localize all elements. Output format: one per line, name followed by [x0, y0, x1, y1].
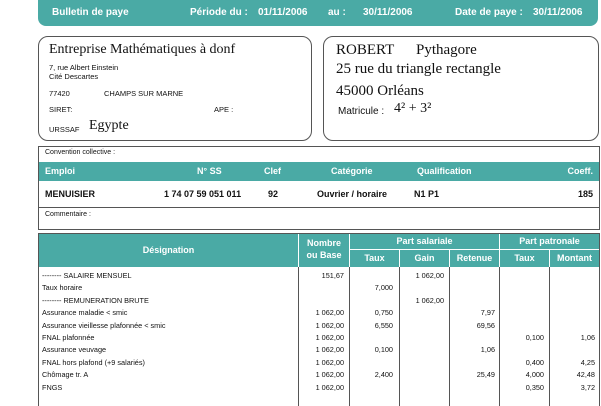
col-nss: N° SS	[197, 166, 222, 176]
col-emploi: Emploi	[45, 166, 76, 176]
cell-designation: Assurance vieillesse plafonnée < smic	[42, 320, 166, 330]
urssaf-label: URSSAF	[49, 125, 80, 134]
period-separator: au :	[328, 7, 346, 18]
cell-base: 1 062,00	[315, 308, 344, 318]
cell-retenue: 69,56	[476, 320, 495, 330]
cell-designation: Taux horaire	[42, 283, 83, 293]
table-row	[39, 331, 599, 344]
cell-montant: 3,72	[580, 382, 595, 392]
pay-date-label: Date de paye :	[455, 7, 523, 18]
cell-taux: 2,400	[374, 370, 393, 380]
payslip-header	[38, 0, 598, 26]
convention-values-row	[39, 185, 599, 203]
cell-designation: -------- REMUNERATION BRUTE	[42, 295, 149, 305]
cell-taux-patronal: 0,100	[525, 333, 544, 342]
employee-street: 25 rue du triangle rectangle	[336, 61, 501, 77]
table-row	[39, 381, 599, 394]
value-qualification: N1 P1	[414, 189, 440, 199]
matricule-value: 4² + 3²	[394, 101, 432, 116]
value-nss: 1 74 07 59 051 011	[164, 189, 242, 199]
employer-street: 7, rue Albert Einstein	[49, 63, 119, 72]
employee-box	[323, 36, 599, 141]
cell-base: 1 062,00	[315, 333, 344, 342]
cell-taux-patronal: 4,000	[525, 370, 544, 380]
convention-header-row	[39, 162, 599, 181]
period-label: Période du :	[190, 7, 248, 18]
convention-table	[38, 146, 600, 230]
cell-retenue: 1,06	[480, 345, 495, 355]
header-base	[299, 234, 349, 267]
cell-gain: 1 062,00	[415, 295, 444, 305]
cell-designation: FNGS	[42, 382, 63, 392]
table-row	[39, 343, 599, 356]
table-row	[39, 306, 599, 319]
cell-base: 1 062,00	[315, 357, 344, 367]
cell-gain: 1 062,00	[415, 271, 444, 280]
employee-first-name: Pythagore	[416, 42, 477, 58]
cell-taux-patronal: 0,400	[525, 357, 544, 367]
table-row	[39, 294, 599, 307]
employee-postcode-city: 45000 Orléans	[336, 83, 424, 99]
cell-base: 151,67	[321, 271, 344, 280]
cell-taux: 0,100	[374, 345, 393, 355]
commentaire-label: Commentaire :	[45, 211, 91, 218]
employer-postcode: 77420	[49, 89, 70, 98]
employer-city: CHAMPS SUR MARNE	[104, 89, 184, 98]
value-categorie: Ouvrier / horaire	[317, 189, 388, 199]
cell-retenue: 25,49	[476, 370, 495, 380]
cell-designation: Assurance veuvage	[42, 345, 107, 355]
cell-base: 1 062,00	[315, 382, 344, 392]
col-coeff: Coeff.	[567, 166, 593, 176]
cell-montant: 42,48	[576, 370, 595, 380]
cell-taux-patronal: 0,350	[525, 382, 544, 392]
header-part-patronale: Part patronale	[500, 234, 599, 249]
header-montant: Montant	[550, 250, 599, 267]
cell-designation: -------- SALAIRE MENSUEL	[42, 271, 132, 280]
col-clef: Clef	[264, 166, 282, 176]
header-gain: Gain	[400, 250, 449, 267]
employer-cite: Cité Descartes	[49, 72, 99, 81]
employer-name: Entreprise Mathématiques à donf	[49, 42, 236, 57]
cell-taux: 7,000	[374, 283, 393, 293]
header-designation: Désignation	[39, 234, 298, 267]
cell-base: 1 062,00	[315, 320, 344, 330]
value-clef: 92	[268, 189, 279, 199]
value-coeff: 185	[577, 189, 593, 199]
table-row	[39, 356, 599, 369]
pay-date: 30/11/2006	[533, 7, 583, 18]
employer-box	[38, 36, 312, 141]
convention-label: Convention collective :	[45, 149, 116, 156]
cell-taux: 6,550	[374, 320, 393, 330]
cell-designation: FNAL plafonnée	[42, 333, 95, 342]
cell-base: 1 062,00	[315, 370, 344, 380]
convention-divider	[39, 207, 599, 208]
header-taux-patronal: Taux	[500, 250, 549, 267]
header-base-line1: Nombre	[306, 238, 341, 248]
document-title: Bulletin de paye	[52, 7, 129, 18]
matricule-label: Matricule :	[338, 106, 385, 117]
cell-base: 1 062,00	[315, 345, 344, 355]
ape-label: APE :	[214, 105, 234, 114]
cell-retenue: 7,97	[480, 308, 495, 318]
value-emploi: MENUISIER	[45, 189, 96, 199]
header-taux: Taux	[350, 250, 399, 267]
table-row	[39, 281, 599, 294]
col-categorie: Catégorie	[331, 166, 373, 176]
table-row	[39, 319, 599, 332]
header-base-line2: ou Base	[306, 250, 342, 260]
table-row	[39, 368, 599, 381]
siret-label: SIRET:	[49, 105, 73, 114]
payslip-lines-table	[38, 233, 600, 406]
cell-designation: FNAL hors plafond (+9 salariés)	[42, 357, 145, 367]
cell-montant: 4,25	[580, 357, 595, 367]
cell-designation: Assurance maladie < smic	[42, 308, 128, 318]
cell-montant: 1,06	[580, 333, 595, 342]
urssaf-value: Egypte	[89, 118, 129, 133]
cell-designation: Chômage tr. A	[42, 370, 89, 380]
header-retenue: Retenue	[450, 250, 499, 267]
period-end: 30/11/2006	[363, 7, 413, 18]
col-qualification: Qualification	[417, 166, 472, 176]
period-start: 01/11/2006	[258, 7, 308, 18]
employee-last-name: ROBERT	[336, 42, 395, 58]
cell-taux: 0,750	[374, 308, 393, 318]
table-row	[39, 269, 599, 282]
header-part-salariale: Part salariale	[350, 234, 499, 249]
